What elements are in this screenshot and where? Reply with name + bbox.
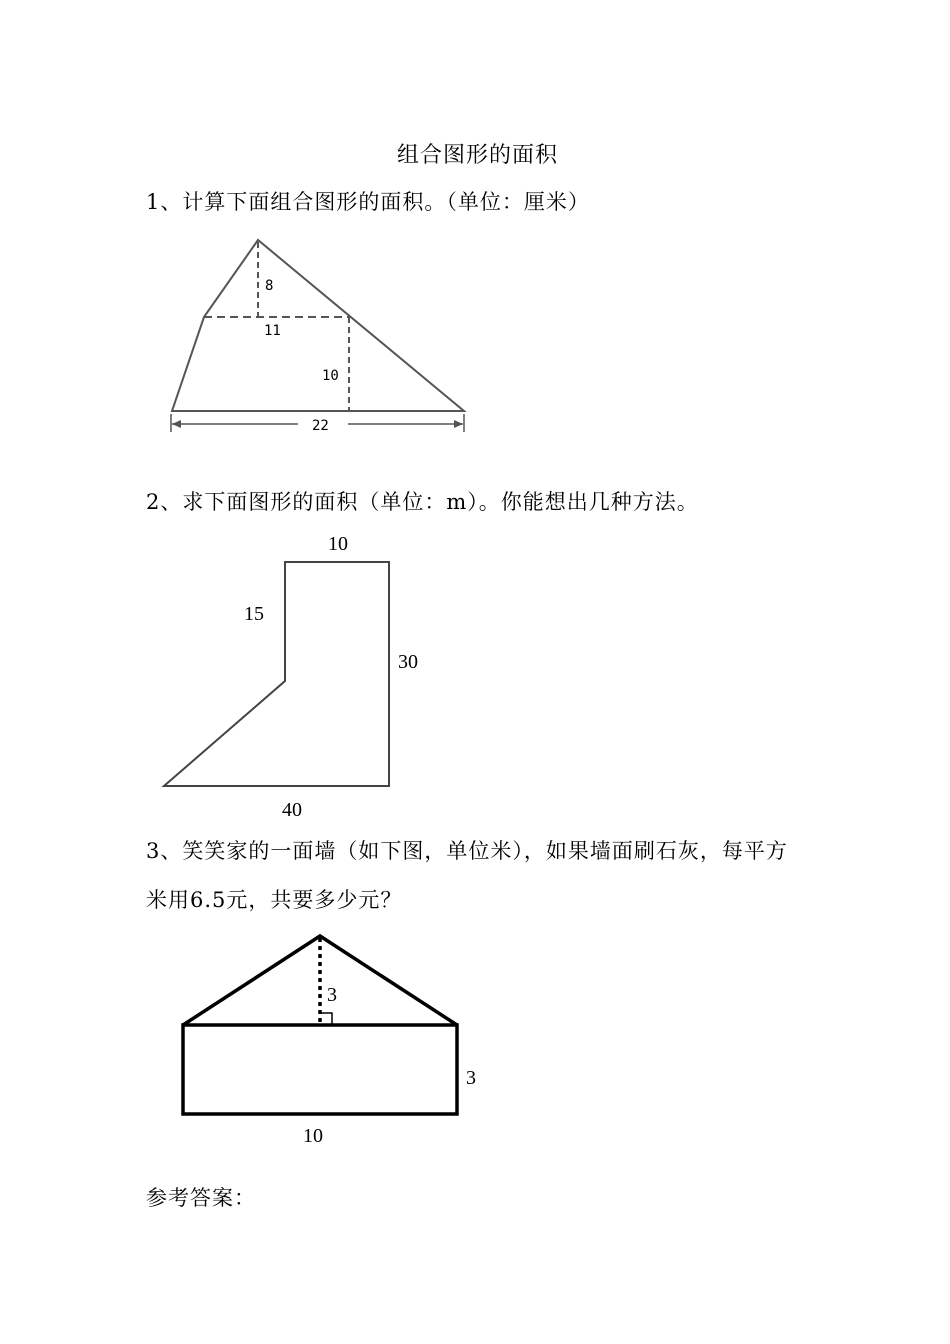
fig2-label-30: 30 — [398, 651, 418, 673]
fig3-label-width: 10 — [303, 1125, 323, 1147]
fig2-label-15: 15 — [244, 603, 264, 625]
question-3-text-line2: 米用6.5元，共要多少元？ — [146, 888, 403, 912]
fig1-label-10: 10 — [322, 368, 339, 384]
fig1-label-22: 22 — [312, 418, 329, 434]
fig3-rectangle — [183, 1025, 457, 1114]
answers-heading: 参考答案： — [146, 1186, 256, 1210]
fig2-label-40: 40 — [282, 799, 302, 821]
question-1-text: 1、计算下面组合图形的面积。（单位：厘米） — [146, 190, 590, 214]
question-3-text-line1: 3、笑笑家的一面墙（如下图，单位米），如果墙面刷石灰，每平方 — [146, 839, 788, 863]
fig3-label-rect-height: 3 — [466, 1067, 476, 1089]
fig3-label-triangle-height: 3 — [327, 984, 337, 1006]
page-title: 组合图形的面积 — [397, 143, 559, 168]
fig1-label-8: 8 — [265, 278, 274, 294]
question-2-text: 2、求下面图形的面积（单位：m）。你能想出几种方法。 — [146, 490, 699, 514]
fig2-label-10: 10 — [328, 533, 348, 555]
fig1-label-11: 11 — [264, 323, 281, 339]
fig3-right-angle-mark — [320, 1013, 332, 1025]
